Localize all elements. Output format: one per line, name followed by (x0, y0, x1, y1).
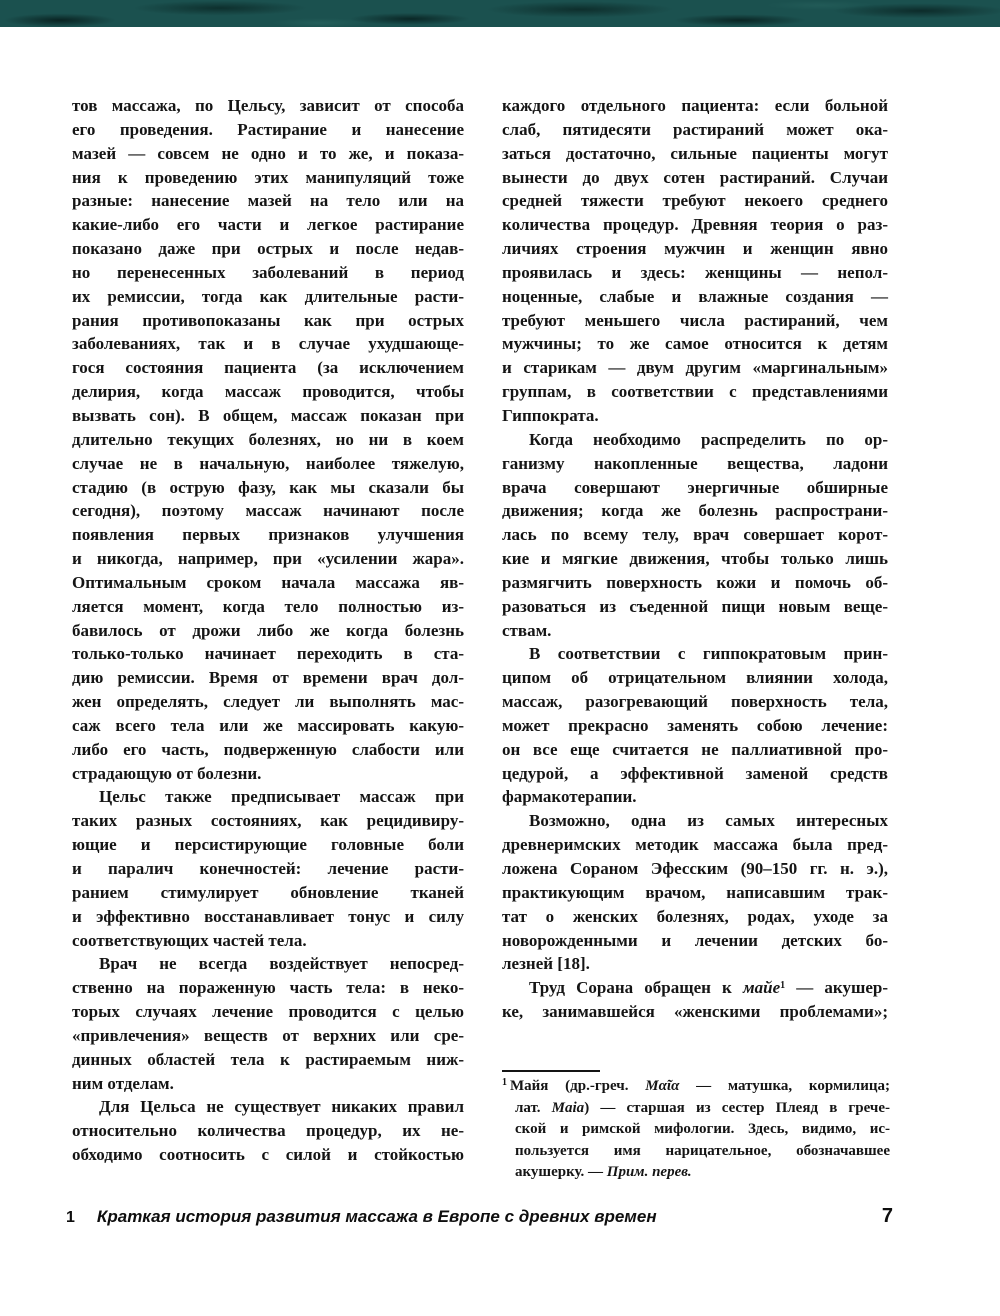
text-line: таких разных состояниях, как рецидивиру- (72, 811, 464, 831)
text-line: торых случаях лечение проводится с целью (72, 1002, 464, 1022)
text-line: какие-либо его части и легкое растирание (72, 215, 464, 235)
text-line: дию ремиссии. Время от времени врач дол- (72, 668, 464, 688)
text-line: соответствующих частей тела. (72, 930, 307, 950)
text-line: и никогда, например, при «усилении жара». (72, 549, 464, 569)
text-line: мужчины; то же самое относится к детям (502, 334, 888, 354)
text-line: может прекрасно заменять собою лечение: (502, 715, 888, 735)
text-line: ноценные, слабые и влажные создания — (502, 286, 888, 306)
footnote-line: акушерку. — Прим. перев. (515, 1164, 692, 1181)
footnote-line: ской и римской мифологии. Здесь, видимо, ис- (515, 1121, 890, 1138)
text-line: и эффективно восстанавливает тонус и силу (72, 906, 464, 926)
text-line: Гиппократа. (502, 405, 599, 425)
text-line: и старикам — двум другим «маргинальным» (502, 358, 888, 378)
text-line: он все еще считается не паллиативной про- (502, 739, 888, 759)
text-line: ципом об отрицательном влиянии холода, (502, 668, 888, 688)
text-line: обходимо соотносить с силой и стойкостью (72, 1145, 464, 1165)
text-line: рания противопоказаны как при острых (72, 310, 464, 330)
footnote-line: $^1$ Майя (др.-греч. Μαῖα — матушка, кормилица; (502, 1077, 891, 1094)
text-line: динных областей тела к растираемым ниж- (72, 1049, 464, 1069)
footnote-line: лат. Maia) — старшая из сестер Плеяд в грече- (515, 1099, 890, 1116)
text-line: ния к проведению этих манипуляций тоже (72, 167, 464, 187)
text-line: массаж, разогревающий поверхность тела, (502, 692, 888, 712)
text-line: ганизму накопленные вещества, ладони (502, 453, 888, 473)
text-line: кие и мягкие движения, чтобы только лишь (502, 549, 888, 569)
text-line: Труд Сорана обращен к майе$^1$ — акушер- (529, 978, 888, 998)
chapter-number: 1 (66, 1209, 75, 1226)
text-line: Для Цельса не существует никаких правил (99, 1097, 464, 1117)
text-line: но перенесенных заболеваний в период (72, 262, 464, 282)
text-line: новорожденными и лечении детских бо- (502, 930, 888, 950)
text-line: сегодня), поэтому массаж начинают после (72, 501, 464, 521)
text-line: ствам. (502, 620, 552, 640)
text-line: показано даже при острых и после недав- (72, 239, 464, 259)
text-line: страдающую от болезни. (72, 763, 262, 783)
text-line: разные: нанесение мазей на тело или на (72, 191, 464, 211)
text-column-right (502, 94, 888, 1024)
text-line: движения; когда же болезнь распространи- (502, 501, 888, 521)
text-line: делирия, когда массаж проводится, чтобы (72, 382, 464, 402)
text-line: заться достаточно, сильные пациенты могут (502, 143, 888, 163)
text-line: лась по всему телу, врач совершает корот- (502, 525, 888, 545)
text-line: ложена Сораном Эфесским (90–150 гг. н. э.), (502, 859, 888, 878)
text-line: практикующим врачом, написавшим трак- (502, 882, 888, 902)
text-line: древнеримских методик массажа была пред- (502, 835, 888, 855)
text-line: либо его часть, подверженную слабости или (72, 739, 464, 759)
text-line: Оптимальным сроком начала массажа яв- (72, 572, 464, 592)
text-line: фармакотерапии. (502, 787, 637, 807)
page-footer (66, 1205, 893, 1228)
text-line: разоваться из съеденной пищи новым веще- (502, 596, 888, 616)
text-line: саж всего тела или же массировать какую- (72, 715, 464, 735)
text-line: Возможно, одна из самых интересных (529, 811, 888, 831)
text-line: ке, занимавшейся «женскими проблемами»; (502, 1002, 888, 1022)
text-line: мазей — совсем не одно и то же, и показа- (72, 143, 464, 163)
text-line: Врач не всегда воздействует непосред- (99, 954, 464, 974)
text-line: заболеваниях, так и в случае ухудшающе- (72, 334, 464, 354)
text-line: лезней [18]. (502, 954, 590, 974)
text-line: количества процедур. Древняя теория о раз- (502, 215, 888, 235)
text-line: группам, в соответствии с представлениями (502, 382, 888, 402)
text-line: случае не в начальную, наиболее тяжелую, (72, 453, 464, 473)
footnote-line: пользуется имя нарицательное, обозначавшее (515, 1142, 890, 1159)
text-line: появления первых признаков улучшения (72, 525, 464, 545)
text-line: Цельс также предписывает массаж при (99, 787, 464, 807)
footnote (502, 1076, 890, 1184)
scanned-edge-band (0, 0, 1000, 27)
text-line: относительно количества процедур, их не- (72, 1121, 464, 1141)
text-line: тов массажа, по Цельсу, зависит от способа (72, 96, 464, 115)
footnote-separator (502, 1070, 600, 1072)
text-line: его проведения. Растирание и нанесение (72, 119, 464, 139)
text-line: жен определять, следует ли выполнять мас- (72, 692, 464, 712)
text-line: ющие и персистирующие головные боли (72, 835, 464, 855)
text-line: бавилось от дрожи либо же когда болезнь (72, 620, 464, 640)
text-line: размягчить поверхность кожи и помочь об- (502, 572, 888, 592)
text-line: ляется момент, когда тело полностью из- (72, 596, 464, 616)
text-line: стадию (в острую фазу, как мы сказали бы (72, 477, 464, 497)
page-number: 7 (881, 1205, 893, 1227)
text-line: Когда необходимо распределить по ор- (529, 429, 888, 449)
text-line: средней тяжести требуют некоего среднего (502, 191, 888, 211)
text-line: длительно текущих болезнях, но ни в коем (72, 429, 464, 449)
text-line: требуют меньшего числа растираний, чем (502, 310, 888, 330)
text-line: личиях строения мужчин и женщин явно (502, 239, 888, 259)
text-line: каждого отдельного пациента: если больной (502, 96, 888, 115)
text-line: проявилась и здесь: женщины — непол- (502, 262, 888, 282)
text-line: ранием стимулирует обновление тканей (72, 882, 464, 902)
text-line: цедурой, а эффективной заменой средств (502, 763, 888, 783)
text-line: слаб, пятидесяти растираний может ока- (502, 119, 888, 139)
text-line: врача совершают энергичные обширные (502, 477, 888, 497)
text-line: и паралич конечностей: лечение расти- (72, 859, 464, 878)
text-line: тат о женских болезнях, родах, уходе за (502, 906, 888, 926)
text-line: только-только начинает переходить в ста- (72, 644, 464, 664)
text-line: В соответствии с гиппократовым прин- (529, 644, 888, 664)
text-line: вынести до двух сотен растираний. Случаи (502, 167, 888, 187)
chapter-title: Краткая история развития массажа в Европе с древних времен (96, 1207, 657, 1226)
text-column-left (72, 94, 464, 1167)
text-line: ним отделам. (72, 1073, 174, 1093)
text-line: ственно на пораженную часть тела: в неко- (72, 978, 464, 998)
text-line: вызвать сон). В общем, массаж показан при (72, 405, 464, 425)
text-line: «привлечения» веществ от верхних или сре- (72, 1025, 464, 1045)
text-line: их ремиссии, тогда как длительные расти- (72, 286, 464, 306)
text-line: гося состояния пациента (за исключением (72, 358, 464, 378)
